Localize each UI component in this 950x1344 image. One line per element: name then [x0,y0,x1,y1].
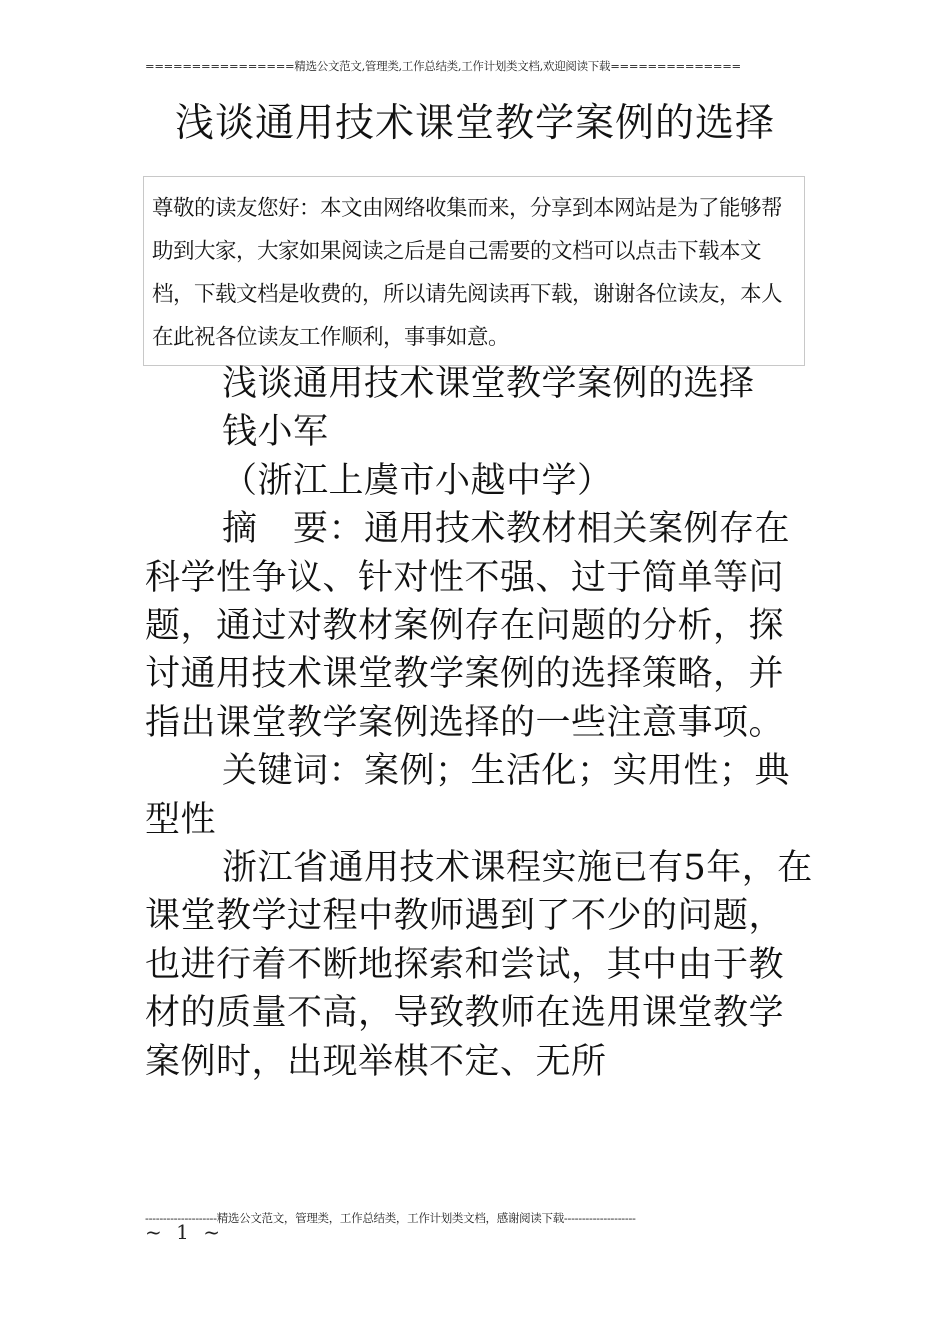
article-keywords: 关键词：案例；生活化；实用性；典型性 [145,751,791,840]
reader-notice-box [143,176,805,366]
article-title: 浅谈通用技术课堂教学案例的选择 [222,364,755,404]
article-abstract: 摘 要：通用技术教材相关案例存在科学性争议、针对性不强、过于简单等问题，通过对教材案例存在问题的分析，探讨通用技术课堂教学案例的选择策略，并指出课堂教学案例选择的一些注意事项。 [145,509,791,743]
article-affiliation: （浙江上虞市小越中学） [222,460,613,501]
header-banner: ================精选公文范文,管理类,工作总结类,工作计划类文档,欢迎阅读下载============== [145,59,741,73]
reader-notice-text: 尊敬的读友您好：本文由网络收集而来，分享到本网站是为了能够帮助到大家，大家如果阅读之后是自己需要的文档可以点击下载本文档，下载文档是收费的，所以请先阅读再下载，谢谢各位读友，本人在此祝各位读友工作顺利，事事如意。 [152,196,783,350]
article-paragraph: 浙江省通用技术课程实施已有5年，在课堂教学过程中教师遇到了不少的问题，也进行着不断地探索和尝试，其中由于教材的质量不高，导致教师在选用课堂教学案例时，出现举棋不定、无所 [145,848,813,1082]
article-body [145,360,813,1086]
article-author: 钱小军 [222,412,329,453]
footer-banner: --------------------精选公文范文，管理类，工作总结类，工作计划类文档，感谢阅读下载-------------------- [145,1211,636,1225]
page-number: ~ 1 ~ [145,1220,224,1244]
document-title: 浅谈通用技术课堂教学案例的选择 [174,101,775,146]
